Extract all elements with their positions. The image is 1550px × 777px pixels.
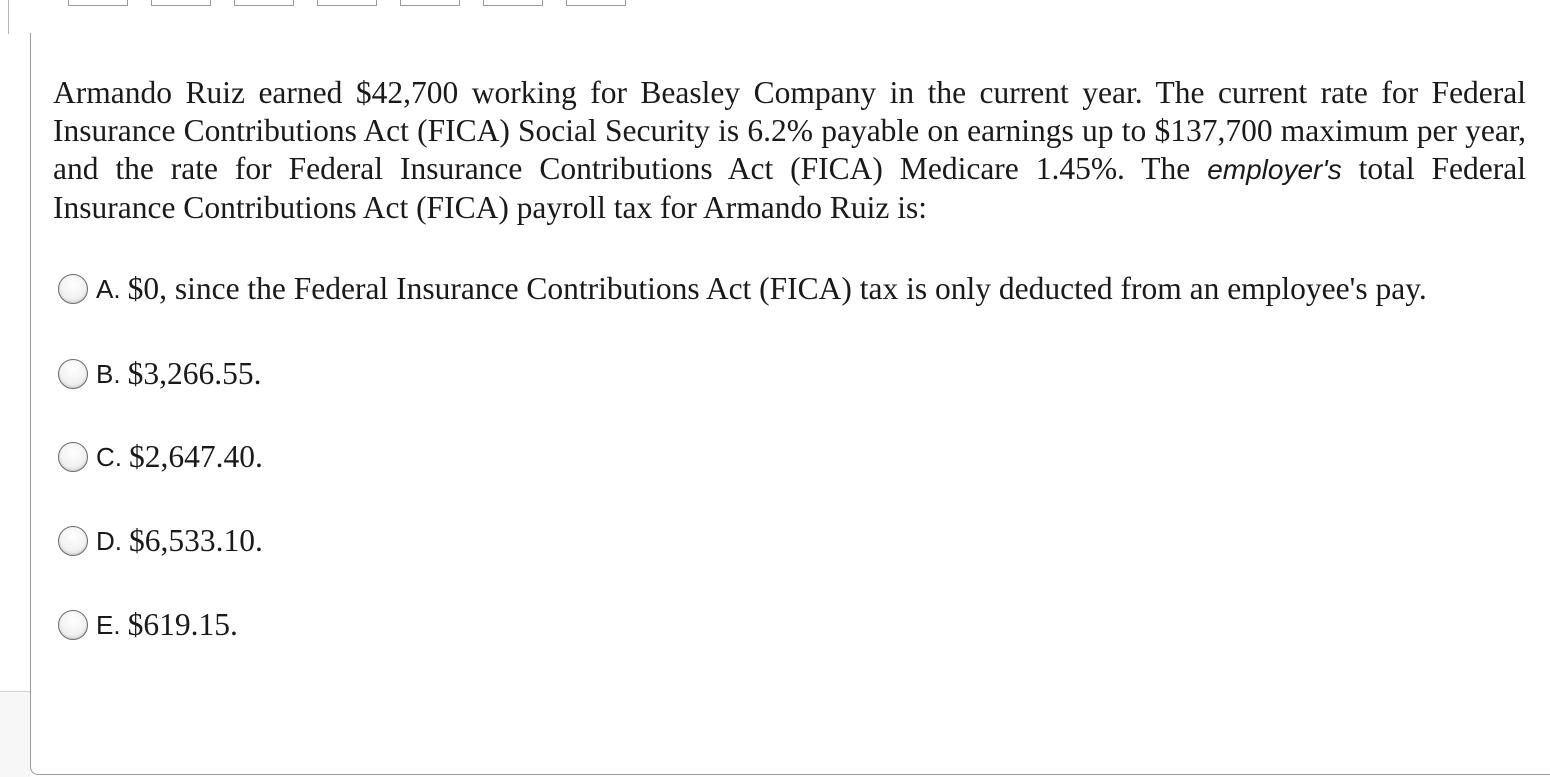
question-tab-2[interactable] <box>151 0 211 6</box>
radio-button-icon[interactable] <box>58 359 88 389</box>
option-letter: D. <box>96 525 122 556</box>
question-text <box>53 74 1526 227</box>
question-tab-3[interactable] <box>234 0 294 6</box>
question-emphasis: employer's <box>1207 154 1342 185</box>
answer-option-b[interactable] <box>58 356 261 392</box>
question-tab-1[interactable] <box>68 0 128 6</box>
question-text-part1: Armando Ruiz earned $42,700 working for Beasley Company in the current year. The current rate for Federal Insurance Contributions Act (FICA) Social Security is 6.2% payable on earnings up to $137,700 maximum per year, and the rate for Federal Insurance Contributions Act (FICA) Medicare 1.45%. The <box>53 75 1526 186</box>
option-text: $619.15. <box>127 607 238 642</box>
question-tab-4[interactable] <box>317 0 377 6</box>
answer-option-a[interactable] <box>58 271 1427 307</box>
question-text-part2: total Federal Insurance Contributions Act (FICA) payroll tax for Armando Ruiz is: <box>53 151 1526 225</box>
option-text: $6,533.10. <box>129 523 263 558</box>
option-letter: C. <box>96 441 122 472</box>
radio-button-icon[interactable] <box>58 442 88 472</box>
question-tab-7[interactable] <box>566 0 626 6</box>
option-letter: B. <box>96 358 121 389</box>
left-side-strip <box>0 691 30 777</box>
option-text: $3,266.55. <box>127 356 262 391</box>
question-tab-6[interactable] <box>483 0 543 6</box>
answer-option-e[interactable] <box>58 607 238 643</box>
option-text: $0, since the Federal Insurance Contributions Act (FICA) tax is only deducted from an employee's pay. <box>127 271 1427 306</box>
radio-button-icon[interactable] <box>58 274 88 304</box>
question-tab-5[interactable] <box>400 0 460 6</box>
option-letter: E. <box>96 609 121 640</box>
radio-button-icon[interactable] <box>58 610 88 640</box>
answer-option-c[interactable] <box>58 439 263 475</box>
option-letter: A. <box>96 273 121 304</box>
answer-option-d[interactable] <box>58 523 263 559</box>
option-text: $2,647.40. <box>129 439 263 474</box>
radio-button-icon[interactable] <box>58 526 88 556</box>
